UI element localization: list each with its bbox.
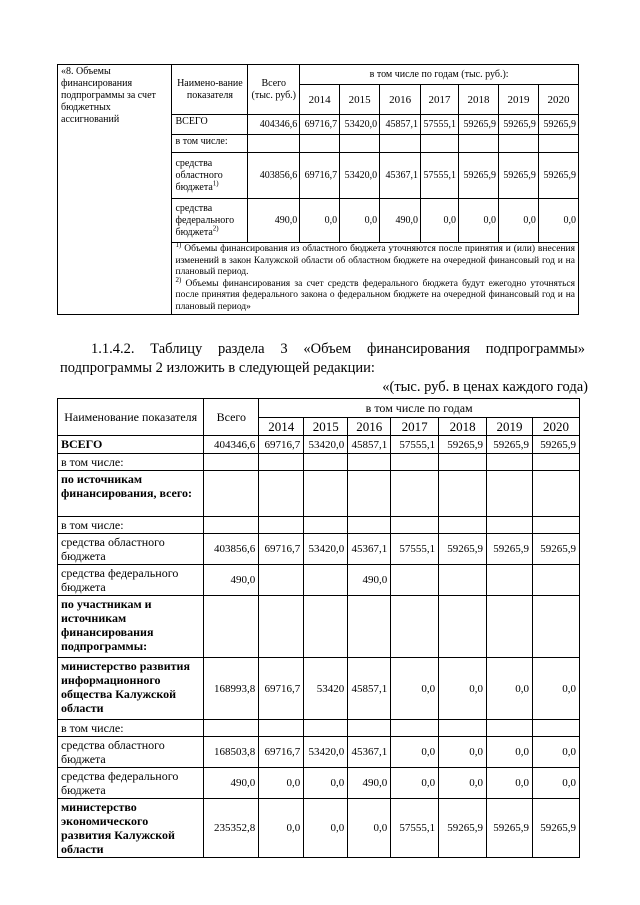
row-label: по источникам финансирования, всего: [58,471,204,517]
cell-value [532,720,579,737]
total-header: Всего [204,399,259,436]
cell-value: 53420 [304,658,348,720]
cell-value: 53420,0 [304,436,348,454]
cell-value: 0,0 [300,199,340,243]
cell-value [439,454,487,471]
year-header: 2016 [348,418,391,436]
cell-value [259,720,304,737]
cell-value: 59265,9 [538,153,578,199]
row-label: средства федерального бюджета [58,565,204,596]
cell-value [439,596,487,658]
indicator-header: Наимено-вание показателя [172,65,248,115]
table-row [58,720,580,737]
cell-value: 59265,9 [532,799,579,858]
passport-section-label: «8. Объемы финансирования подпрограммы за счет бюджетных ассигнований [58,65,172,315]
cell-value [348,454,391,471]
table-row [58,768,580,799]
cell-value [487,517,533,534]
cell-value: 0,0 [340,199,380,243]
units-note: «(тыс. руб. в ценах каждого года) [382,379,588,395]
cell-value: 0,0 [259,768,304,799]
cell-value [439,471,487,517]
cell-value [487,454,533,471]
cell-value: 45857,1 [380,115,421,135]
cell-value: 69716,7 [259,436,304,454]
cell-value: 53420,0 [340,153,380,199]
cell-value [532,596,579,658]
table-row [58,737,580,768]
cell-value: 59265,9 [498,115,538,135]
years-group-header: в том числе по годам (тыс. руб.): [300,65,579,85]
footnote-text: Объемы финансирования за счет средств федерального бюджета будут ежегодно уточняться после принятия федерального закона о федеральном бюджете на очередной финансовый год и на плановый период» [175,278,575,312]
cell-value: 57555,1 [391,799,439,858]
cell-value: 45367,1 [348,737,391,768]
cell-value [259,565,304,596]
footnote-mark: 2) [212,224,219,233]
cell-value: 59265,9 [532,534,579,565]
cell-value: 59265,9 [459,115,499,135]
cell-value: 0,0 [259,799,304,858]
cell-value: 490,0 [348,768,391,799]
cell-value: 0,0 [532,737,579,768]
cell-value: 0,0 [391,737,439,768]
year-header: 2017 [421,85,459,115]
cell-value: 0,0 [459,199,499,243]
cell-value: 45857,1 [348,436,391,454]
cell-value [487,471,533,517]
cell-value: 0,0 [487,768,533,799]
cell-value: 69716,7 [300,153,340,199]
row-label: в том числе: [58,720,204,737]
cell-value: 0,0 [348,799,391,858]
cell-value: 0,0 [532,768,579,799]
cell-value: 57555,1 [421,153,459,199]
cell-value [304,454,348,471]
cell-value [532,565,579,596]
cell-value: 59265,9 [538,115,578,135]
year-header: 2016 [380,85,421,115]
row-total: 403856,6 [248,153,300,199]
cell-value: 69716,7 [259,737,304,768]
year-header: 2020 [532,418,579,436]
table-row [58,658,580,720]
cell-value: 0,0 [538,199,578,243]
cell-value [391,454,439,471]
cell-value [304,471,348,517]
cell-value [391,565,439,596]
row-label [172,199,248,243]
cell-value [259,454,304,471]
cell-value: 59265,9 [487,534,533,565]
cell-value: 59265,9 [439,534,487,565]
row-total: 404346,6 [204,436,259,454]
footnote-1 [175,240,576,279]
year-header: 2017 [391,418,439,436]
cell-value: 57555,1 [391,534,439,565]
cell-value: 490,0 [348,565,391,596]
row-label: средства федерального бюджета [58,768,204,799]
row-total: 490,0 [204,565,259,596]
cell-value [259,471,304,517]
year-header: 2019 [487,418,533,436]
indicator-header: Наименование показателя [58,399,204,436]
cell-value: 0,0 [391,658,439,720]
row-total: 235352,8 [204,799,259,858]
cell-value: 0,0 [391,768,439,799]
table-body [58,436,580,858]
cell-value: 0,0 [439,658,487,720]
year-header: 2019 [498,85,538,115]
cell-value [391,596,439,658]
year-header: 2014 [300,85,340,115]
cell-value [532,471,579,517]
footnote-text: Объемы финансирования из областного бюджета уточняются после принятия и (или) внесения изменений в закон Калужской области об областном бюджете на очередной финансовый год и на плановый период. [175,244,576,277]
cell-value: 57555,1 [421,115,459,135]
cell-value [348,517,391,534]
row-total: 403856,6 [204,534,259,565]
cell-value: 0,0 [487,658,533,720]
row-total: 490,0 [204,768,259,799]
row-label: средства областного бюджета [58,737,204,768]
cell-value [259,517,304,534]
year-header: 2015 [304,418,348,436]
cell-value: 0,0 [304,768,348,799]
footnote-mark: 1) [175,240,182,249]
cell-value [348,720,391,737]
cell-value: 59265,9 [439,799,487,858]
cell-value [439,517,487,534]
row-total [204,454,259,471]
cell-value [391,471,439,517]
footnote-2 [175,275,575,314]
table-row [58,565,580,596]
cell-value: 45367,1 [380,153,421,199]
row-label: министерство развития информационного общества Калужской области [58,658,204,720]
table-row [58,799,580,858]
cell-value: 59265,9 [459,153,499,199]
row-total [204,471,259,517]
cell-value [259,596,304,658]
row-total [204,720,259,737]
cell-value [532,454,579,471]
cell-value [348,471,391,517]
total-header: Всего (тыс. руб.) [248,65,300,115]
cell-value [304,596,348,658]
cell-value: 53420,0 [304,534,348,565]
row-label: ВСЕГО [58,436,204,454]
cell-value: 0,0 [439,768,487,799]
row-total [204,517,259,534]
cell-value [487,720,533,737]
footnote-mark: 2) [175,275,182,284]
cell-value: 0,0 [487,737,533,768]
row-total: 168503,8 [204,737,259,768]
table-row [58,454,580,471]
row-label-text: средства областного бюджета [175,157,223,193]
cell-value: 69716,7 [300,115,340,135]
cell-value [391,720,439,737]
row-label: ВСЕГО [172,115,248,135]
cell-value [304,517,348,534]
cell-value [348,596,391,658]
table-row [58,517,580,534]
cell-value: 59265,9 [439,436,487,454]
cell-value [487,596,533,658]
cell-value: 490,0 [380,199,421,243]
row-label: в том числе: [58,454,204,471]
row-total: 404346,6 [248,115,300,135]
cell-value: 0,0 [532,658,579,720]
cell-value: 45857,1 [348,658,391,720]
cell-value: 53420,0 [340,115,380,135]
row-total [204,596,259,658]
cell-value: 0,0 [498,199,538,243]
row-label: министерство экономического развития Калужской области [58,799,204,858]
cell-value: 0,0 [304,799,348,858]
cell-value: 45367,1 [348,534,391,565]
row-label: по участникам и источникам финансирования подпрограммы: [58,596,204,658]
instruction-paragraph: 1.1.4.2. Таблицу раздела 3 «Объем финансирования подпрограммы» подпрограммы 2 изложить в следующей редакции: [60,341,585,376]
table-row [58,534,580,565]
cell-value [532,517,579,534]
cell-value [439,565,487,596]
years-group-header: в том числе по годам [259,399,580,418]
cell-value: 53420,0 [304,737,348,768]
year-header: 2014 [259,418,304,436]
cell-value: 59265,9 [487,799,533,858]
cell-value [304,565,348,596]
funding-passport-table [57,64,579,315]
cell-value: 57555,1 [391,436,439,454]
cell-value [391,517,439,534]
cell-value: 0,0 [421,199,459,243]
year-header: 2015 [340,85,380,115]
cell-value: 59265,9 [487,436,533,454]
year-header: 2018 [439,418,487,436]
footnotes [172,240,579,315]
cell-value: 59265,9 [532,436,579,454]
row-label: средства областного бюджета [58,534,204,565]
row-label [172,153,248,199]
row-label: в том числе: [172,135,248,153]
cell-value: 0,0 [439,737,487,768]
cell-value [487,565,533,596]
funding-volume-table [57,398,580,858]
table-row [58,596,580,658]
row-label: в том числе: [58,517,204,534]
table-row [58,471,580,517]
cell-value [304,720,348,737]
row-label-text: средства федерального бюджета [175,202,235,238]
cell-value [439,720,487,737]
row-total: 168993,8 [204,658,259,720]
cell-value: 69716,7 [259,658,304,720]
year-header: 2018 [459,85,499,115]
footnote-mark: 1) [212,179,219,188]
cell-value: 59265,9 [498,153,538,199]
year-header: 2020 [538,85,578,115]
table-row [58,436,580,454]
cell-value: 69716,7 [259,534,304,565]
row-total: 490,0 [248,199,300,243]
